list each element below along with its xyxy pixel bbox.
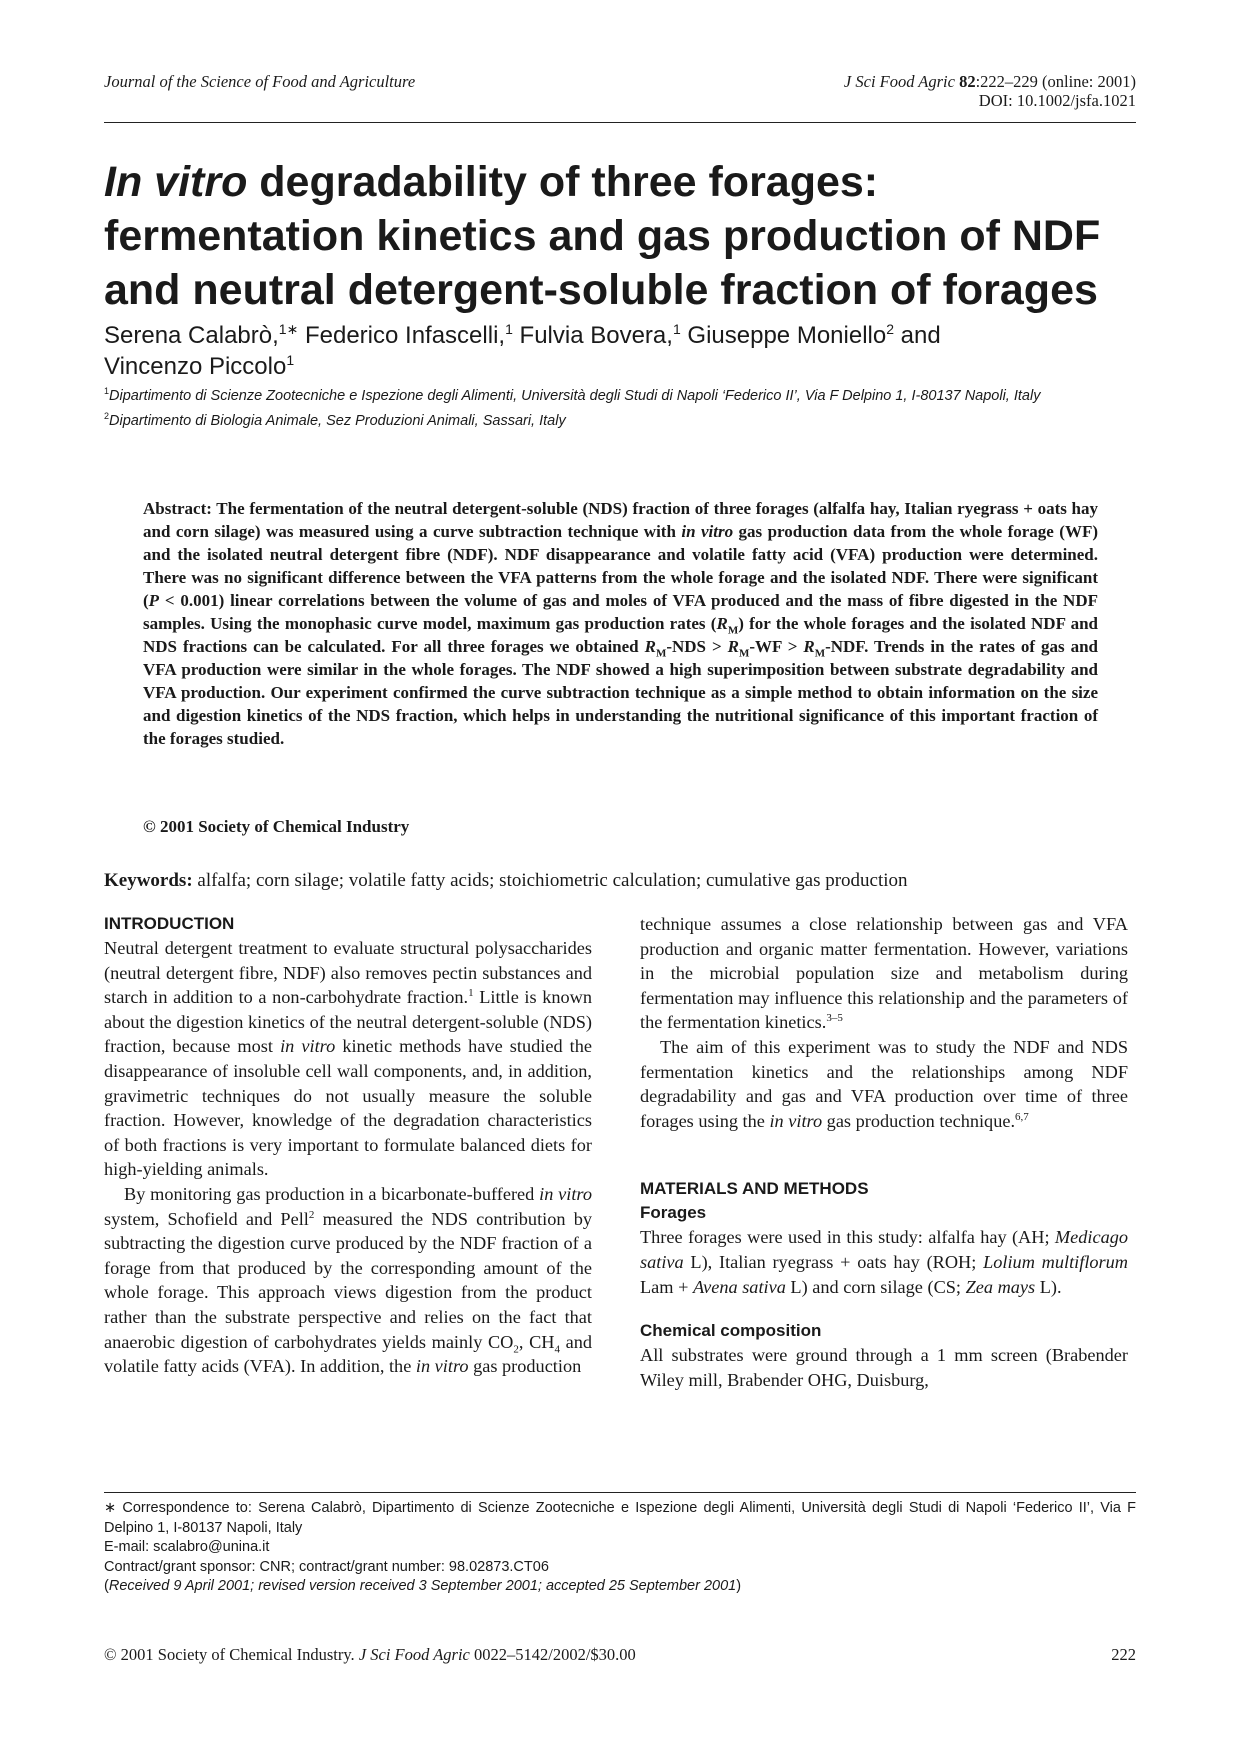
title-italic: In vitro <box>104 158 248 206</box>
author-conjunction: and <box>894 322 941 349</box>
text: kinetic methods have studied the disappearance of insoluble cell wall components, and, in addition, gravimetric techniques do not usually measure the soluble fraction. However, knowledge of the degradation characteristics of both fractions is very important to formulate balanced diets for high-yielding animals. <box>104 1036 593 1180</box>
subsection-heading-forages: Forages <box>640 1203 707 1223</box>
received-dates: Received 9 April 2001; revised version received 3 September 2001; accepted 25 September 2001 <box>108 1578 737 1595</box>
paragraph <box>104 936 592 1182</box>
citation-pages: :222–229 (online: 2001) <box>975 72 1136 91</box>
citation-ref: 6,7 <box>1015 1110 1029 1123</box>
abstract-italic: in vitro <box>681 522 734 541</box>
paren: ) <box>736 1578 742 1595</box>
italic-text: in vitro <box>280 1036 336 1057</box>
page-header <box>104 70 1136 123</box>
abstract-symbol: R <box>803 637 815 656</box>
doi: DOI: 10.1002/jsfa.1021 <box>978 91 1136 110</box>
italic-text: Zea mays <box>965 1276 1036 1297</box>
paragraph <box>640 1035 1128 1133</box>
author-name: Giuseppe Moniello <box>680 322 887 349</box>
text: Lam + <box>640 1276 693 1297</box>
footnotes <box>104 1499 1136 1597</box>
abstract-symbol: R <box>716 614 728 633</box>
citation-volume: 82 <box>959 72 976 91</box>
abstract-text: -NDS > <box>666 637 728 656</box>
affiliation-text: Dipartimento di Scienze Zootecniche e Ispezione degli Alimenti, Università degli Studi di Napoli ‘Federico II’, Via F Delpino 1, I-80137 Napoli, Italy <box>109 388 1041 404</box>
grant-note: Contract/grant sponsor: CNR; contract/grant number: 98.02873.CT06 <box>104 1558 549 1575</box>
affiliation-number: 2 <box>104 411 110 422</box>
author-sup: 1 <box>286 352 295 368</box>
text: measured the NDS contribution by subtracting the digestion curve produced by the NDF fraction of a forage from that produced by the corresponding amount of the whole forage. This approach views digestion from the product rather than the substrate perspective and relies on the fact that anaerobic digestion of carbohydrates yields mainly CO <box>104 1208 592 1352</box>
citation <box>844 72 1136 110</box>
affiliation <box>104 411 1136 431</box>
abstract-text: ) for the whole forages and the isolated NDF and NDS fractions can be calculated. For all three forages we obtained <box>143 614 1098 656</box>
text: The aim of this experiment was to study the NDF and NDS fermentation kinetics and the relationships among NDF degradability and gas and VFA production over time of three forages using the <box>640 1036 1128 1131</box>
text: L), Italian ryegrass + oats hay (ROH; <box>683 1251 984 1272</box>
affiliation-text: Dipartimento di Biologia Animale, Sez Produzioni Animali, Sassari, Italy <box>109 413 566 429</box>
text: L). <box>1035 1276 1062 1297</box>
article-title <box>104 155 1144 317</box>
text: Little is known about the digestion kinetics of the neutral detergent-soluble (NDS) fraction, because most <box>104 987 592 1057</box>
citation-ref: 3–5 <box>826 1012 843 1025</box>
received-note <box>104 1577 1136 1597</box>
paren: ( <box>104 1578 109 1595</box>
email-note: E-mail: scalabro@unina.it <box>104 1539 270 1556</box>
keywords-text: alfalfa; corn silage; volatile fatty acids; stoichiometric calculation; cumulative gas production <box>192 870 908 891</box>
author-name: Federico Infascelli, <box>298 322 506 349</box>
italic-text: in vitro <box>769 1110 823 1131</box>
abstract-copyright: © 2001 Society of Chemical Industry <box>143 817 410 836</box>
page-number: 222 <box>1111 1645 1136 1664</box>
author-sup: 1∗ <box>278 321 299 337</box>
text: L) and corn silage (CS; <box>785 1276 966 1297</box>
text: By monitoring gas production in a bicarbonate-buffered <box>124 1183 540 1204</box>
page-footer <box>104 1645 1136 1665</box>
title-line1: degradability of three forages: <box>247 158 879 206</box>
abstract-subscript: M <box>814 647 826 660</box>
section-heading-introduction: INTRODUCTION <box>104 914 235 933</box>
subscript: 2 <box>513 1343 519 1356</box>
keywords-label: Keywords: <box>104 870 193 891</box>
journal-name: Journal of the Science of Food and Agriculture <box>104 72 416 91</box>
right-column <box>640 912 1128 1392</box>
text: system, Schofield and Pell <box>104 1208 309 1229</box>
abstract-subscript: M <box>655 647 667 660</box>
text: Three forages were used in this study: alfalfa hay (AH; <box>640 1227 1055 1248</box>
text: 0022–5142/2002/$30.00 <box>469 1645 636 1664</box>
title-line3: and neutral detergent-soluble fraction of forages <box>104 266 1098 314</box>
spacer <box>640 1299 1128 1319</box>
paragraph <box>104 1182 592 1379</box>
left-column <box>104 912 592 1379</box>
text: © 2001 Society of Chemical Industry. <box>104 1645 359 1664</box>
title-line2: fermentation kinetics and gas production of NDF <box>104 212 1101 260</box>
author-list <box>104 320 1144 382</box>
paragraph: All substrates were ground through a 1 mm screen (Brabender Wiley mill, Brabender OHG, Duisburg, <box>640 1345 1128 1390</box>
abstract <box>143 497 1098 750</box>
abstract-subscript: M <box>727 624 739 637</box>
abstract-text: Abstract: The fermentation of the neutral detergent-soluble (NDS) fraction of three forages (alfalfa hay, Italian ryegrass + oats hay and corn silage) was measured using a curve subtraction technique with <box>143 499 1098 541</box>
citation-line <box>844 72 1136 91</box>
text: technique assumes a close relationship between gas and VFA production and organic matter fermentation. However, variations in the microbial population size and metabolism during fermentation may influence this relationship and the parameters of the fermentation kinetics. <box>640 914 1128 1033</box>
footnote-divider <box>104 1492 1136 1493</box>
citation-ref: 1 <box>468 987 474 1000</box>
text: gas production technique. <box>822 1110 1016 1131</box>
section-heading-methods: MATERIALS AND METHODS <box>640 1179 869 1199</box>
footer-copyright <box>104 1645 636 1664</box>
affiliation <box>104 386 1136 406</box>
affiliations <box>104 386 1136 436</box>
author-name: Vincenzo Piccolo <box>104 353 287 380</box>
italic-text: in vitro <box>539 1183 593 1204</box>
text: Neutral detergent treatment to evaluate structural polysaccharides (neutral detergent fibre, NDF) also removes pectin substances and starch in addition to a non-carbohydrate fraction. <box>104 938 592 1008</box>
correspondence-note: ∗ Correspondence to: Serena Calabrò, Dipartimento di Scienze Zootecniche e Ispezione degli Alimenti, Università degli Studi di Napoli ‘Federico II’, Via F Delpino 1, I-80137 Napoli, Italy <box>104 1500 1136 1536</box>
subsection-heading-chemical: Chemical composition <box>640 1321 822 1341</box>
abstract-text: gas production data from the whole forage (WF) and the isolated neutral detergent fibre (NDF). NDF disappearance and volatile fatty acid (VFA) production were determined. There was no significant difference between the VFA patterns from the whole forage and the isolated NDF. There were significant ( <box>143 522 1098 610</box>
abstract-symbol: R <box>644 637 656 656</box>
abstract-text: < 0.001) linear correlations between the volume of gas and moles of VFA produced and the mass of fibre digested in the NDF samples. Using the monophasic curve model, maximum gas production rates ( <box>143 591 1098 633</box>
citation-journal: J Sci Food Agric <box>843 72 955 91</box>
italic-text: Avena sativa <box>692 1276 786 1297</box>
author-sup: 2 <box>886 321 894 337</box>
paragraph <box>640 1225 1128 1299</box>
affiliation-number: 1 <box>104 386 110 397</box>
spacer <box>640 1133 1128 1177</box>
italic-text: in vitro <box>415 1356 469 1377</box>
abstract-symbol: R <box>727 637 739 656</box>
text: gas production <box>468 1356 582 1377</box>
author-sup: 1 <box>505 321 513 337</box>
abstract-subscript: M <box>738 647 750 660</box>
abstract-italic: P <box>148 591 160 610</box>
keywords <box>104 870 1144 892</box>
abstract-text: -WF > <box>749 637 804 656</box>
author-name: Serena Calabrò, <box>104 322 279 349</box>
abstract-text: -NDF. Trends in the rates of gas and VFA production were similar in the whole forages. The NDF showed a high superimposition between substrate degradability and VFA production. Our experiment confirmed the curve subtraction technique as a simple method to obtain information on the size and digestion kinetics of the NDS fraction, which helps in understanding the nutritional significance of this important fraction of the forages studied. <box>143 637 1099 748</box>
text: and volatile fatty acids (VFA). In addition, the <box>104 1331 592 1377</box>
paragraph <box>640 912 1128 1035</box>
author-sup: 1 <box>672 321 681 337</box>
text: , CH <box>518 1331 555 1352</box>
italic-text: Medicago sativa <box>640 1227 1128 1272</box>
italic-text: Lolium multiflorum <box>983 1251 1128 1272</box>
citation-ref: 2 <box>308 1208 315 1221</box>
author-name: Fulvia Bovera, <box>512 322 673 349</box>
subscript: 4 <box>554 1343 560 1356</box>
italic-text: J Sci Food Agric <box>358 1645 470 1664</box>
